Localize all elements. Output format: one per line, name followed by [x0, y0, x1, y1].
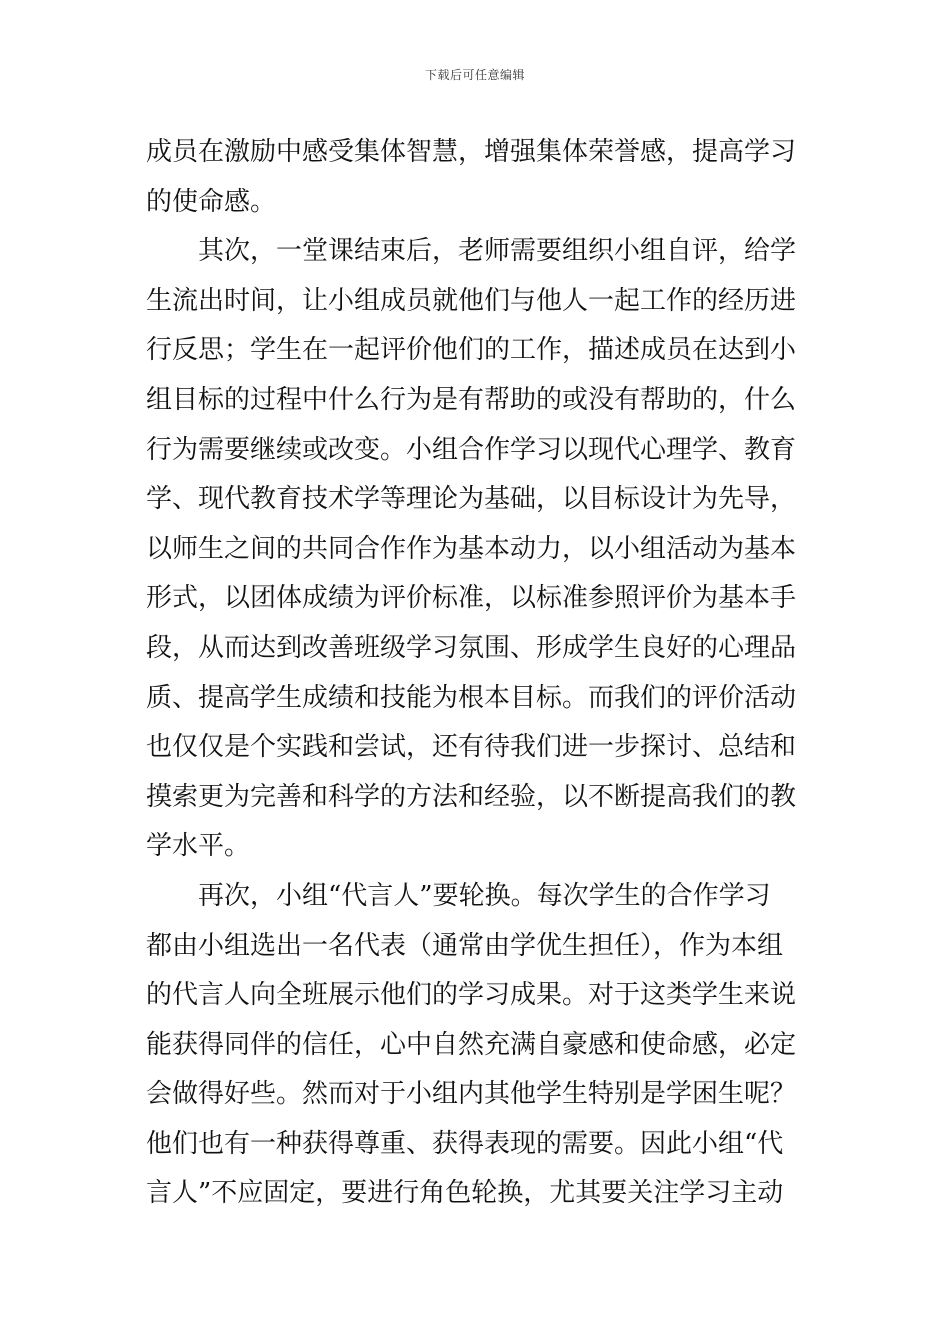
text-line: 的代言人向全班展示他们的学习成果。对于这类学生来说 — [146, 980, 797, 1011]
text-line: 组目标的过程中什么行为是有帮助的或没有帮助的，什么 — [146, 384, 797, 415]
text-line: 学水平。 — [146, 831, 251, 862]
paragraph-start-line: 再次，小组“代言人”要轮换。每次学生的合作学习 — [198, 880, 771, 911]
text-line: 会做得好些。然而对于小组内其他学生特别是学困生呢？ — [146, 1079, 797, 1110]
body-text — [146, 128, 806, 1219]
text-line: 成员在激励中感受集体智慧，增强集体荣誉感，提高学习 — [146, 137, 797, 167]
paragraph-start-line: 其次，一堂课结束后，老师需要组织小组自评，给学 — [198, 236, 797, 267]
text-line: 学、现代教育技术学等理论为基础，以目标设计为先导， — [146, 484, 797, 515]
text-line: 以师生之间的共同合作作为基本动力，以小组活动为基本 — [146, 533, 797, 564]
text-line: 质、提高学生成绩和技能为根本目标。而我们的评价活动 — [146, 682, 797, 713]
text-line: 言人”不应固定，要进行角色轮换，尤其要关注学习主动 — [146, 1178, 784, 1209]
text-line: 行为需要继续或改变。小组合作学习以现代心理学、教育 — [146, 434, 797, 465]
text-line: 能获得同伴的信任，心中自然充满自豪感和使命感，必定 — [146, 1029, 797, 1060]
text-line: 行反思；学生在一起评价他们的工作，描述成员在达到小 — [146, 335, 797, 366]
page-header: 下载后可任意编辑 — [424, 68, 525, 82]
text-line: 摸索更为完善和科学的方法和经验，以不断提高我们的教 — [146, 781, 797, 812]
text-line: 形式，以团体成绩为评价标准，以标准参照评价为基本手 — [146, 583, 797, 614]
text-line: 生流出时间，让小组成员就他们与他人一起工作的经历进 — [146, 285, 797, 316]
text-line: 他们也有一种获得尊重、获得表现的需要。因此小组“代 — [146, 1128, 784, 1159]
text-line: 都由小组选出一名代表（通常由学优生担任），作为本组 — [146, 930, 784, 961]
text-line: 的使命感。 — [146, 186, 277, 217]
text-line: 也仅仅是个实践和尝试，还有待我们进一步探讨、总结和 — [146, 732, 797, 763]
text-line: 段，从而达到改善班级学习氛围、形成学生良好的心理品 — [146, 632, 797, 663]
